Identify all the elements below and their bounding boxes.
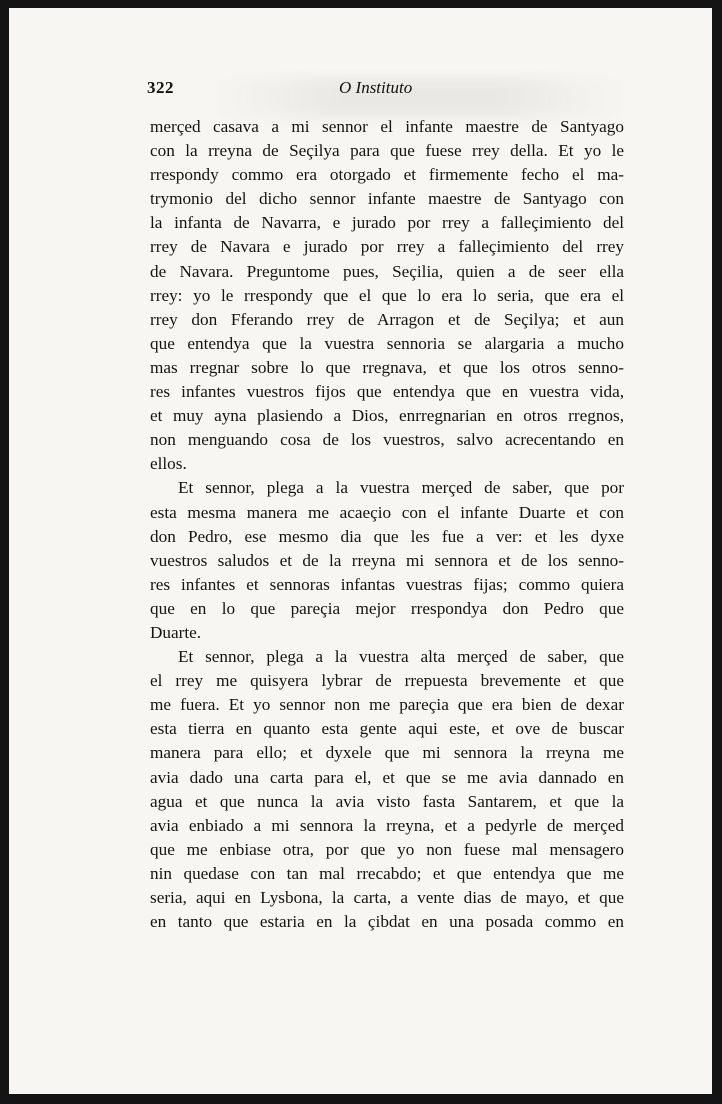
text-line: rrespondy commo era otorgado et firmemente fecho el ma- (150, 165, 624, 185)
text-line: rrey de Navara e jurado por rrey a falleçimiento del rrey (150, 237, 624, 257)
text-line: que entendya que la vuestra sennoria se alargaria a mucho (150, 333, 624, 353)
text-line: nin quedase con tan mal rrecabdo; et que entendya que me (150, 863, 624, 883)
text-line: me fuera. Et yo sennor non me pareçia que era bien de dexar (150, 695, 624, 715)
text-line: Et sennor, plega a la vuestra merçed de saber, que por (178, 478, 624, 498)
text-line: trymonio del dicho sennor infante maestre de Santyago con (150, 189, 624, 209)
paragraph (150, 115, 624, 476)
page-number: 322 (147, 78, 174, 97)
book-page (9, 8, 712, 1094)
text-line: merçed casava a mi sennor el infante maestre de Santyago (150, 117, 624, 136)
text-line: con la rreyna de Seçilya para que fuese rrey della. Et yo le (150, 141, 624, 161)
text-line: non menguando cosa de los vuestros, salvo acrecentando en (150, 430, 624, 450)
text-line: el rrey me quisyera lybrar de rrepuesta brevemente et que (150, 671, 624, 691)
text-line: Et sennor, plega a la vuestra alta merçed de saber, que (178, 647, 624, 667)
text-line: res infantes vuestros fijos que entendya que en vuestra vida, (150, 382, 624, 402)
text-line: esta tierra en quanto esta gente aqui este, et ove de buscar (150, 719, 624, 739)
text-line: de Navara. Preguntome pues, Seçilia, quien a de seer ella (150, 261, 624, 281)
running-title: O Instituto (339, 78, 413, 97)
text-line: Duarte. (150, 622, 202, 642)
text-line: res infantes et sennoras infantas vuestras fijas; commo quiera (150, 574, 624, 594)
text-line: esta mesma manera me acaeçio con el infante Duarte et con (150, 502, 624, 522)
text-line: que en lo que pareçia mejor rrespondya don Pedro que (150, 598, 624, 618)
text-line: rrey don Fferando rrey de Arragon et de Seçilya; et aun (150, 309, 624, 329)
text-line: avia enbiado a mi sennora la rreyna, et a pedyrle de merçed (150, 815, 624, 835)
text-line: manera para ello; et dyxele que mi sennora la rreyna me (150, 743, 624, 763)
text-line: vuestros saludos et de la rreyna mi sennora et de los senno- (150, 550, 624, 570)
text-line: la infanta de Navarra, e jurado por rrey a falleçimiento del (150, 213, 624, 233)
paragraph (150, 645, 624, 934)
text-line: et muy ayna plasiendo a Dios, enrregnarian en otros rregnos, (150, 406, 624, 426)
body-text (150, 115, 624, 934)
text-line: seria, aqui en Lysbona, la carta, a vente dias de mayo, et que (150, 888, 624, 907)
text-line: en tanto que estaria en la çibdat en una posada commo en (150, 912, 624, 932)
text-line: que me enbiase otra, por que yo non fuese mal mensagero (150, 839, 624, 859)
text-line: mas rregnar sobre lo que rregnava, et que los otros senno- (150, 357, 624, 377)
page-header (147, 78, 622, 102)
text-line: agua et que nunca la avia visto fasta Santarem, et que la (150, 791, 624, 811)
text-line: rrey: yo le rrespondy que el que lo era lo seria, que era el (150, 285, 624, 305)
text-line: ellos. (150, 454, 187, 474)
text-line: avia dado una carta para el, et que se me avia dannado en (150, 767, 624, 787)
text-line: don Pedro, ese mesmo dia que les fue a ver: et les dyxe (150, 526, 624, 546)
paragraph (150, 476, 624, 645)
